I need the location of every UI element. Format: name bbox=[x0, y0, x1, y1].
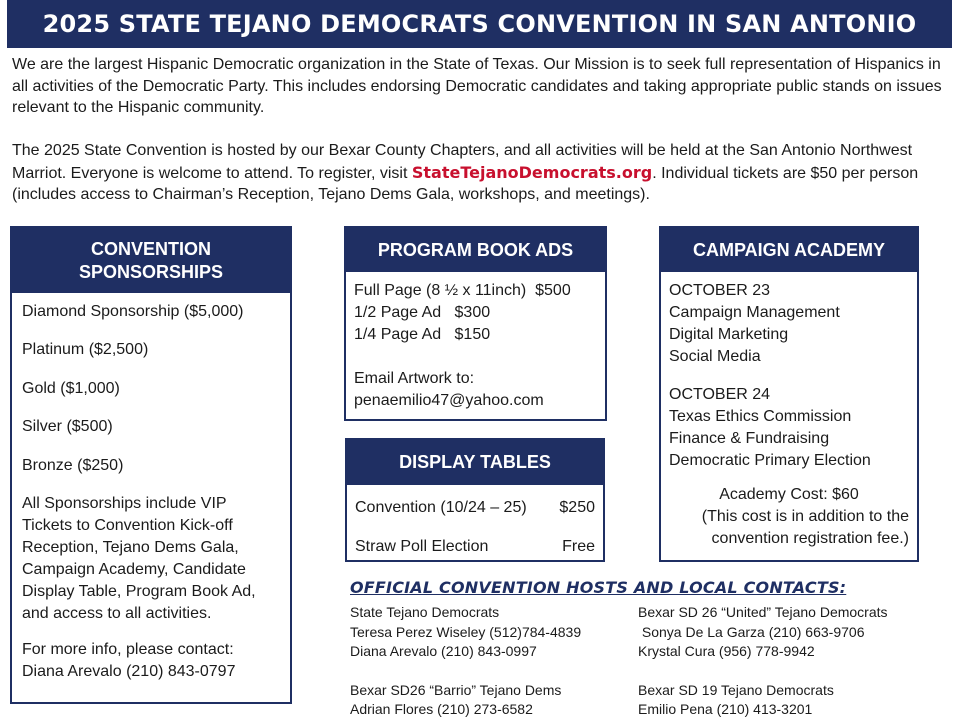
campaign-academy-title: CAMPAIGN ACADEMY bbox=[661, 228, 917, 272]
sponsorship-item-silver: Silver ($500) bbox=[22, 418, 113, 436]
display-tables-title: DISPLAY TABLES bbox=[347, 440, 603, 485]
sponsorship-contact-label: For more info, please contact: bbox=[22, 640, 234, 658]
contacts-column-left bbox=[350, 603, 581, 720]
academy-topic: Digital Marketing bbox=[669, 326, 789, 343]
program-ads-box bbox=[344, 226, 607, 421]
display-table-row bbox=[355, 536, 595, 558]
registration-link[interactable]: StateTejanoDemocrats.org bbox=[411, 162, 653, 182]
sponsorship-item-gold: Gold ($1,000) bbox=[22, 379, 120, 397]
host-group-name: Bexar SD 19 Tejano Democrats bbox=[638, 681, 834, 698]
host-contact: Emilio Pena (210) 413-3201 bbox=[638, 701, 813, 717]
display-table-price: Free bbox=[562, 538, 595, 555]
academy-topic: Social Media bbox=[669, 348, 761, 365]
academy-date-oct-24: OCTOBER 24 bbox=[669, 386, 771, 403]
sponsorship-contact-name: Diana Arevalo (210) 843-0797 bbox=[22, 662, 236, 680]
ad-email-label: Email Artwork to: bbox=[354, 370, 475, 387]
ad-email-address[interactable]: penaemilio47@yahoo.com bbox=[354, 392, 544, 409]
sponsorship-item-diamond: Diamond Sponsorship ($5,000) bbox=[22, 303, 244, 320]
display-table-row bbox=[355, 497, 595, 519]
academy-topic: Texas Ethics Commission bbox=[669, 408, 852, 425]
sponsorships-header bbox=[12, 228, 290, 293]
display-table-price: $250 bbox=[559, 499, 595, 516]
academy-cost-note-line1: (This cost is in addition to the bbox=[701, 508, 909, 525]
academy-topic: Democratic Primary Election bbox=[669, 452, 871, 469]
host-contact: Diana Arevalo (210) 843-0997 bbox=[350, 643, 537, 659]
academy-date-oct-23: OCTOBER 23 bbox=[669, 282, 771, 299]
program-ads-title: PROGRAM BOOK ADS bbox=[346, 228, 605, 272]
registration-text-end: . Individual tickets are $50 per person (includes access to Chairman’s Reception, Tejano Dems Gala, workshops, and meetings). bbox=[12, 164, 919, 203]
ad-price-half-page: 1/2 Page Ad $300 bbox=[354, 304, 491, 321]
registration-text-start: The 2025 State Convention is hosted by our Bexar County Chapters, and all activities will be held at the San Antonio Northwest Marriot. Everyone is welcome to attend. To register, visit bbox=[12, 142, 913, 182]
host-contact: Teresa Perez Wiseley (512)784-4839 bbox=[350, 623, 582, 640]
sponsorships-title-line1: CONVENTION bbox=[90, 238, 211, 259]
academy-topic: Finance & Fundraising bbox=[669, 430, 830, 447]
host-group-name: Bexar SD 26 “United” Tejano Democrats bbox=[638, 604, 888, 620]
host-group-name: Bexar SD26 “Barrio” Tejano Dems bbox=[350, 681, 562, 698]
display-tables-box bbox=[345, 438, 605, 562]
display-table-label: Straw Poll Election bbox=[355, 538, 489, 555]
academy-topic: Campaign Management bbox=[669, 304, 840, 321]
sponsorship-item-bronze: Bronze ($250) bbox=[22, 456, 124, 474]
hosts-heading: OFFICIAL CONVENTION HOSTS AND LOCAL CONTACTS: bbox=[350, 578, 847, 597]
ad-price-quarter-page: 1/4 Page Ad $150 bbox=[354, 326, 491, 343]
sponsorship-benefits-note: All Sponsorships include VIP Tickets to Convention Kick-off Reception, Tejano Dems Gala, Campaign Academy, Candidate Display Table, Program Book Ad, and access to all activities. bbox=[22, 494, 256, 622]
host-contact: Sonya De La Garza (210) 663-9706 bbox=[638, 623, 865, 640]
academy-cost: Academy Cost: $60 bbox=[719, 486, 859, 503]
host-contact: Krystal Cura (956) 778-9942 bbox=[638, 643, 815, 659]
sponsorship-item-platinum: Platinum ($2,500) bbox=[22, 341, 149, 359]
host-contact: Adrian Flores (210) 273-6582 bbox=[350, 701, 533, 717]
host-group-name: State Tejano Democrats bbox=[350, 604, 500, 620]
sponsorships-title-line2: SPONSORSHIPS bbox=[78, 261, 224, 282]
registration-paragraph bbox=[12, 140, 952, 206]
contacts-column-right bbox=[638, 603, 888, 720]
academy-cost-note-line2: convention registration fee.) bbox=[711, 530, 909, 547]
sponsorships-box bbox=[10, 226, 292, 704]
ad-price-full-page: Full Page (8 ½ x 11inch) $500 bbox=[354, 282, 571, 299]
display-table-label: Convention (10/24 – 25) bbox=[355, 499, 527, 516]
campaign-academy-box bbox=[659, 226, 919, 562]
page-title: 2025 STATE TEJANO DEMOCRATS CONVENTION IN SAN ANTONIO bbox=[7, 0, 952, 48]
mission-paragraph: We are the largest Hispanic Democratic organization in the State of Texas. Our Mission is to seek full representation of Hispanics in all activities of the Democratic Party. This includes endorsing Democratic candidates and taking appropriate public stands on issues relevant to the Hispanic community. bbox=[12, 56, 942, 116]
